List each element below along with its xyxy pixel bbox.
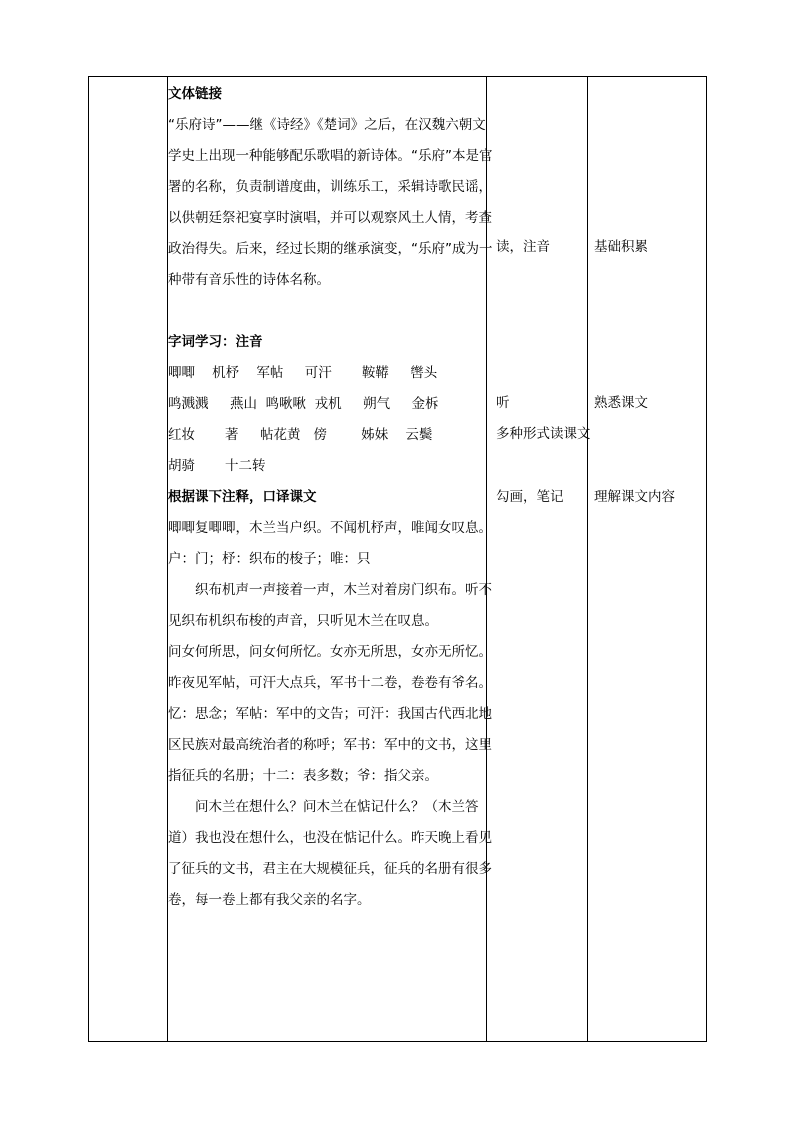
vocab-row: 红妆 著 帖花黄 傍 姊妹 云鬓 bbox=[168, 427, 433, 443]
section-title-translation: 根据课下注释，口译课文 bbox=[168, 489, 317, 505]
annotation-text: 忆：思念；军帖：军中的文告；可汗：我国古代西北地区民族对最高统治者的称呼；军书：军中的文书，这里指征兵的名册；十二：表多数；爷：指父亲。 bbox=[168, 706, 492, 784]
genre-paragraph: “乐府诗”——继《诗经》《楚词》之后，在汉魏六朝文学史上出现一种能够配乐歌唱的新诗体。“乐府”本是官署的名称，负责制谱度曲，训练乐工，采辑诗歌民谣，以供朝廷祭祀宴享时演唱，并可以观察风土人情，考查政治得失。后来，经过长期的继承演变，“乐府”成为一种带有音乐性的诗体名称。 bbox=[168, 117, 493, 288]
poem-text: 问女何所思，问女何所忆。女亦无所思，女亦无所忆。昨夜见军帖，可汗大点兵，军书十二卷，卷卷有爷名。 bbox=[168, 644, 492, 691]
student-activity-cell bbox=[496, 77, 591, 1041]
translation-text: 织布机声一声接着一声，木兰对着房门织布。听不见织布机织布梭的声音，只听见木兰在叹息。 bbox=[168, 582, 492, 629]
activity-read: 读，注音 bbox=[496, 239, 550, 255]
goal-familiarize: 熟悉课文 bbox=[594, 395, 648, 411]
goal-understand: 理解课文内容 bbox=[594, 489, 675, 505]
section-title-genre: 文体链接 bbox=[168, 86, 222, 102]
section-title-vocab: 字词学习：注音 bbox=[168, 334, 263, 350]
vocab-row: 鸣溅溅 燕山 鸣啾啾 戎机 朔气 金柝 bbox=[168, 396, 439, 412]
vocab-row: 唧唧 机杼 军帖 可汗 鞍鞯 辔头 bbox=[168, 365, 438, 381]
activity-notes: 勾画，笔记 bbox=[496, 489, 564, 505]
translation-text: 问木兰在想什么？问木兰在惦记什么？（木兰答道）我也没在想什么，也没在惦记什么。昨天晚上看见了征兵的文书，君主在大规模征兵，征兵的名册有很多卷，每一卷上都有我父亲的名字。 bbox=[168, 799, 492, 908]
poem-text: 唧唧复唧唧，木兰当户织。不闻机杼声，唯闻女叹息。 bbox=[168, 520, 492, 536]
activity-listen: 听 bbox=[496, 395, 510, 411]
lesson-content-cell bbox=[168, 79, 493, 916]
column-divider bbox=[587, 77, 588, 1041]
goal-foundation: 基础积累 bbox=[594, 239, 648, 255]
activity-read-forms: 多种形式读课文 bbox=[496, 426, 591, 442]
vocab-row: 胡骑 十二转 bbox=[168, 458, 266, 474]
design-intent-cell bbox=[594, 77, 704, 1041]
annotation-text: 户：门；杼：织布的梭子；唯：只 bbox=[168, 551, 371, 567]
lesson-table bbox=[88, 76, 707, 1042]
